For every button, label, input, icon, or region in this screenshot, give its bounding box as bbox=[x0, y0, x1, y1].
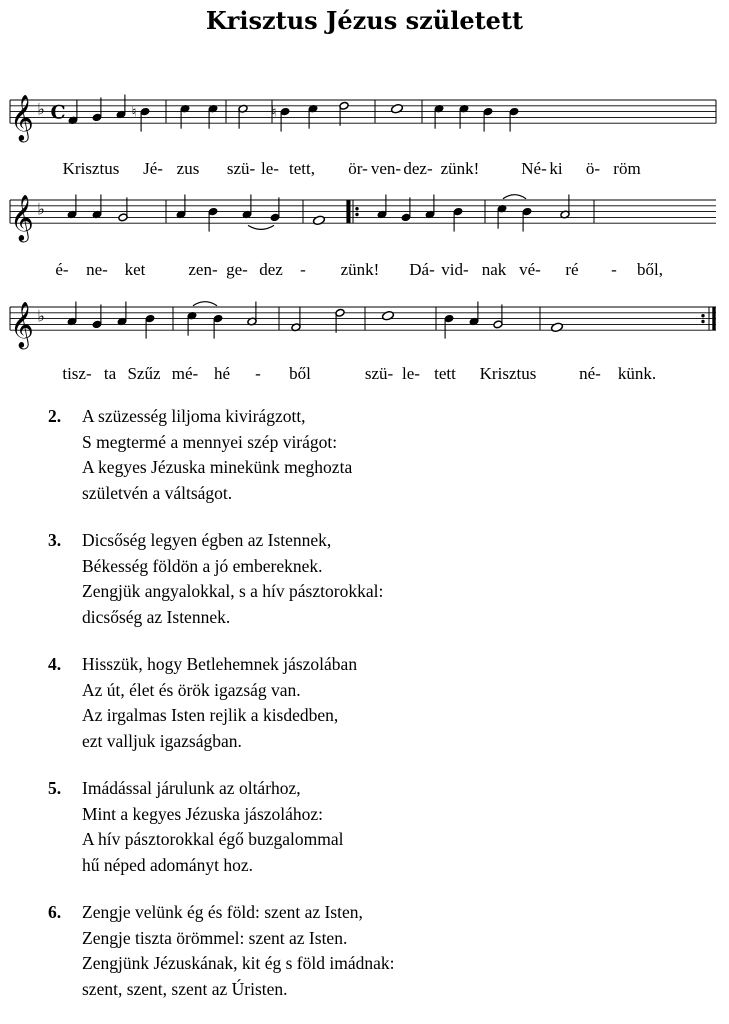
note bbox=[270, 197, 280, 221]
note bbox=[291, 307, 301, 331]
notehead bbox=[313, 215, 326, 226]
verse-line: Dicsőség legyen égben az Istennek, bbox=[82, 530, 332, 550]
song-title: Krisztus Jézus született bbox=[205, 6, 524, 35]
treble-clef-icon: 𝄞 bbox=[10, 195, 34, 242]
lyric-syllable: ven- bbox=[370, 159, 402, 178]
lyric-syllable: ör- bbox=[348, 159, 368, 178]
treble-clef-icon: 𝄞 bbox=[10, 302, 34, 349]
slur bbox=[248, 225, 274, 229]
repeat-dot bbox=[355, 207, 358, 210]
lyric-syllable: szü- bbox=[364, 364, 394, 383]
note bbox=[116, 95, 126, 119]
note bbox=[434, 104, 444, 128]
note bbox=[459, 104, 469, 128]
verse-line: A szüzesség liljoma kivirágzott, bbox=[82, 406, 306, 426]
lyric-syllable: - bbox=[300, 260, 306, 279]
note bbox=[401, 197, 411, 221]
verse-number: 4. bbox=[48, 654, 62, 674]
note bbox=[493, 304, 503, 328]
note bbox=[208, 104, 218, 128]
notehead bbox=[551, 322, 564, 333]
lyric-syllable: né- bbox=[579, 364, 601, 383]
lyric-syllable: tett, bbox=[289, 159, 315, 178]
note bbox=[67, 195, 77, 219]
time-signature-common: C bbox=[50, 101, 66, 124]
note bbox=[551, 322, 564, 333]
lyric-syllable: - bbox=[611, 260, 617, 279]
slur bbox=[503, 195, 526, 199]
lyric-syllable: Jé- bbox=[143, 159, 163, 178]
lyric-syllable: dez- bbox=[403, 159, 433, 178]
note bbox=[522, 207, 532, 231]
lyric-syllable: ből bbox=[289, 364, 311, 383]
note bbox=[308, 104, 318, 128]
lyric-syllable: künk. bbox=[617, 364, 657, 383]
verse bbox=[48, 404, 708, 506]
lyric-syllable: ge- bbox=[226, 260, 248, 279]
verse-line: A hív pásztorokkal égő buzgalommal bbox=[82, 829, 344, 849]
note bbox=[377, 195, 387, 219]
verse bbox=[48, 652, 708, 754]
notehead bbox=[391, 103, 404, 114]
lyric-syllable: szü- bbox=[226, 159, 256, 178]
verse-line: Békesség földön a jó embereknek. bbox=[82, 555, 323, 576]
staff-system bbox=[10, 195, 716, 232]
note bbox=[238, 104, 248, 128]
verse bbox=[48, 776, 708, 878]
lyric-syllable: ki bbox=[549, 159, 563, 178]
verse-line: A kegyes Jézuska minekünk meghozta bbox=[82, 457, 353, 477]
lyric-syllable: röm bbox=[613, 159, 641, 178]
note bbox=[176, 195, 186, 219]
lyric-syllable: - bbox=[255, 364, 261, 383]
lyric-syllable: Dá- bbox=[409, 260, 435, 279]
note bbox=[92, 97, 102, 121]
note bbox=[280, 107, 290, 131]
note bbox=[213, 314, 223, 338]
lyric-syllable: le- bbox=[402, 364, 420, 383]
note bbox=[453, 207, 463, 231]
lyric-syllable: ré bbox=[565, 260, 579, 279]
verse-line: szent, szent, szent az Úristen. bbox=[82, 978, 288, 999]
verse-line: Imádással járulunk az oltárhoz, bbox=[82, 778, 301, 798]
note bbox=[208, 207, 218, 231]
lyric-syllable: dez bbox=[259, 260, 283, 279]
note bbox=[509, 107, 519, 131]
note bbox=[180, 104, 190, 128]
note bbox=[117, 302, 127, 326]
repeat-dot bbox=[701, 320, 704, 323]
note bbox=[382, 310, 395, 321]
lyric-syllable: ta bbox=[103, 364, 117, 383]
lyric-syllable: le- bbox=[261, 159, 279, 178]
verse-number: 6. bbox=[48, 902, 62, 922]
verse-line: Zengje velünk ég és föld: szent az Isten, bbox=[82, 902, 363, 922]
lyric-syllable: ne- bbox=[86, 260, 108, 279]
lyric-syllable: Krisztus bbox=[479, 364, 537, 383]
natural-sign-icon: ♮ bbox=[271, 104, 277, 121]
note bbox=[145, 314, 155, 338]
lyric-syllable: é- bbox=[55, 260, 69, 279]
verse-line: ezt valljuk igazságban. bbox=[82, 730, 242, 751]
repeat-dot bbox=[355, 213, 358, 216]
lyric-syllable: ből, bbox=[637, 260, 663, 279]
staff-system bbox=[10, 302, 716, 339]
note bbox=[140, 107, 150, 131]
lyric-syllable: Szűz bbox=[127, 364, 161, 383]
lyric-syllable: Krisztus bbox=[62, 159, 120, 178]
lyric-syllable: tisz- bbox=[62, 364, 92, 383]
note bbox=[560, 195, 570, 219]
sheet-music bbox=[0, 0, 729, 395]
note bbox=[444, 314, 454, 338]
verse-line: Mint a kegyes Jézuska jászolához: bbox=[82, 803, 324, 824]
note bbox=[67, 302, 77, 326]
note bbox=[391, 103, 404, 114]
note bbox=[335, 308, 345, 332]
verses bbox=[48, 404, 708, 1024]
verse-number: 2. bbox=[48, 406, 62, 426]
repeat-dot bbox=[701, 314, 704, 317]
key-flat-icon: ♭ bbox=[37, 99, 45, 119]
lyric-syllable: nak bbox=[481, 260, 507, 279]
lyric-syllable: ö- bbox=[585, 159, 601, 178]
note bbox=[247, 302, 257, 326]
verse-line: dicsőség az Istennek. bbox=[82, 606, 231, 627]
verse bbox=[48, 528, 708, 630]
note bbox=[92, 304, 102, 328]
key-flat-icon: ♭ bbox=[37, 306, 45, 326]
verse-line: Zengjük angyalokkal, s a hív pásztorokkal: bbox=[82, 581, 384, 601]
note bbox=[242, 195, 252, 219]
lyric-syllable: Né- bbox=[521, 159, 547, 178]
lyric-syllable: vé- bbox=[519, 260, 541, 279]
verse-line: Zengje tiszta örömmel: szent az Isten. bbox=[82, 927, 348, 948]
verse-line: S megtermé a mennyei szép virágot: bbox=[82, 431, 338, 452]
note bbox=[118, 197, 128, 221]
lyric-syllable: hé bbox=[213, 364, 231, 383]
verse-line: születvén a váltságot. bbox=[82, 482, 233, 503]
lyric-syllable: tett bbox=[434, 364, 456, 383]
treble-clef-icon: 𝄞 bbox=[10, 95, 34, 142]
lyric-syllable: ket bbox=[124, 260, 146, 279]
verse-line: Hisszük, hogy Betlehemnek jászolában bbox=[82, 654, 358, 674]
lyric-syllable: zen- bbox=[188, 260, 218, 279]
note bbox=[469, 302, 479, 326]
note bbox=[92, 195, 102, 219]
note bbox=[68, 100, 78, 124]
verse bbox=[48, 900, 708, 1002]
note bbox=[497, 204, 507, 228]
lyric-syllable: mé- bbox=[171, 364, 199, 383]
lyric-syllable: vid- bbox=[441, 260, 469, 279]
note bbox=[339, 101, 349, 125]
verse-line: Az út, élet és örök igazság van. bbox=[82, 679, 301, 700]
slur bbox=[193, 302, 217, 306]
key-flat-icon: ♭ bbox=[37, 199, 45, 219]
verse-line: hű néped adományt hoz. bbox=[82, 854, 254, 875]
note bbox=[483, 107, 493, 131]
note bbox=[313, 215, 326, 226]
note bbox=[187, 311, 197, 335]
verse-line: Az irgalmas Isten rejlik a kisdedben, bbox=[82, 705, 339, 725]
lyric-syllable: zünk! bbox=[340, 260, 380, 279]
note bbox=[425, 195, 435, 219]
natural-sign-icon: ♮ bbox=[131, 104, 137, 121]
lyric-syllable: zünk! bbox=[440, 159, 480, 178]
lyric-syllable: zus bbox=[176, 159, 200, 178]
verse-number: 5. bbox=[48, 778, 62, 798]
verse-line: Zengjünk Jézuskának, kit ég s föld imádnak: bbox=[82, 953, 395, 973]
notehead bbox=[382, 310, 395, 321]
verse-number: 3. bbox=[48, 530, 62, 550]
staff-system bbox=[10, 95, 716, 132]
